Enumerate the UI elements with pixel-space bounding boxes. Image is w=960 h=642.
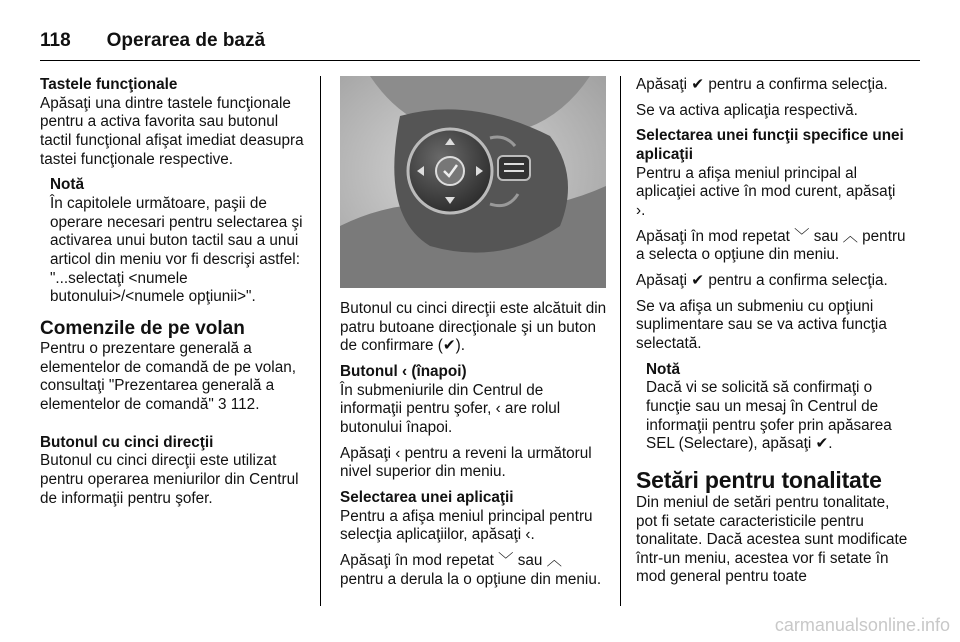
tone-settings-heading: Setări pentru tonalitate <box>636 466 882 493</box>
column-3 <box>636 76 908 594</box>
tone-settings-text: Din meniul de setări pentru tonalitate, pot fi setate caracteristicile pentru tonalitate. Dacă acestea sunt modificate într-un meniu, acestea vor fi setate în mod general pentru toate <box>636 493 908 586</box>
functional-keys-text: Apăsaţi una dintre tastele funcţionale pentru a activa favorita sau butonul tactil funcţional afişat imediat deasupra tastei funcţionale respective. <box>40 94 304 168</box>
note-text: În capitolele următoare, paşii de operare necesari pentru selectarea şi activarea unui buton tactil sau a unui articol din meniu vor fi descrişi astfel: "...selectaţi <numele butonului>/<numele opţiunii>". <box>50 194 303 306</box>
select-function-text: Pentru a afişa meniul principal al aplicaţiei active în mod curent, apăsaţi ›. <box>636 164 896 219</box>
submenu-text: Se va afişa un submeniu cu opţiuni suplimentare sau se va activa funcţia selectată. <box>636 297 887 352</box>
page-number: 118 <box>40 30 71 51</box>
five-way-button-heading: Butonul cu cinci direcţii <box>40 433 214 451</box>
note-text-2: Dacă vi se solicită să confirmaţi o funcţie sau un mesaj în Centrul de informaţii pentru şofer prin apăsarea SEL (Selectare), apăsaţi ✔. <box>646 379 892 453</box>
back-button-heading: Butonul ‹ (înapoi) <box>340 362 467 380</box>
column-divider-2 <box>620 76 621 606</box>
watermark: carmanualsonline.info <box>774 615 950 635</box>
five-way-button-text: Butonul cu cinci direcţii este utilizat pentru operarea meniurilor din Centrul de informaţii pentru şofer. <box>40 452 299 507</box>
select-function-heading: Selectarea unei funcţii specifice unei aplicaţii <box>636 127 904 163</box>
confirm-text: Apăsaţi ✔ pentru a confirma selecţia. <box>636 76 888 93</box>
chapter-title: Operarea de bază <box>106 30 266 51</box>
activate-text: Se va activa aplicaţia respectivă. <box>636 101 858 119</box>
page-header <box>40 14 920 52</box>
photo-caption: Butonul cu cinci direcţii este alcătuit din patru butoane direcţionale şi un buton de confirmare (✔). <box>340 300 607 355</box>
select-application-text-2: Apăsaţi în mod repetat ﹀ sau ︿ pentru a derula la o opţiune din meniu. <box>340 551 602 588</box>
note-box <box>50 176 308 307</box>
select-application-text: Pentru a afişa meniul principal pentru selecţia aplicaţiilor, apăsaţi ‹. <box>340 507 593 544</box>
steering-controls-heading: Comenzile de pe volan <box>40 317 245 339</box>
functional-keys-heading: Tastele funcţionale <box>40 76 178 93</box>
steering-controls-text: Pentru o prezentare generală a elementelor de comandă de pe volan, consultaţi "Prezentarea generală a elementelor de comandă" 3 112. <box>40 340 296 414</box>
back-button-text: În submeniurile din Centrul de informaţii pentru şofer, ‹ are rolul butonului înapoi. <box>340 381 561 436</box>
header-divider <box>40 60 920 61</box>
back-button-text-2: Apăsaţi ‹ pentru a reveni la următorul nivel superior din meniu. <box>340 444 592 481</box>
select-application-heading: Selectarea unei aplicaţii <box>340 488 514 506</box>
note-label: Notă <box>50 176 84 194</box>
column-2 <box>340 76 608 596</box>
confirm-text-2: Apăsaţi ✔ pentru a confirma selecţia. <box>636 271 888 289</box>
column-divider-1 <box>320 76 321 606</box>
repeat-press-text: Apăsaţi în mod repetat ﹀ sau ︿ pentru a selecta o opţiune din meniu. <box>636 227 906 264</box>
steering-wheel-photo <box>340 76 606 288</box>
column-1 <box>40 76 308 515</box>
note-label-2: Notă <box>646 360 680 378</box>
note-box-2 <box>646 361 908 454</box>
